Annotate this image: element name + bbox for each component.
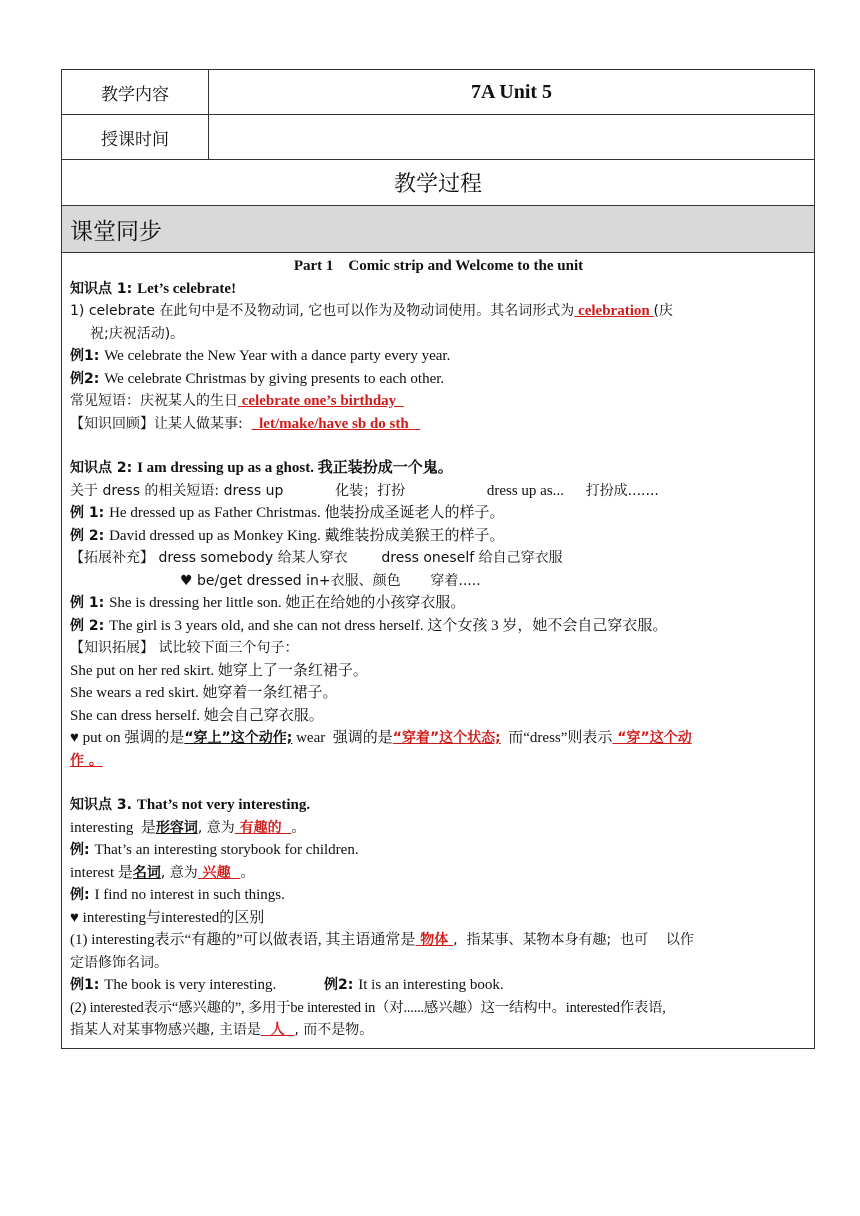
lesson-page <box>61 69 815 1049</box>
kp3-text-2: , 意为 <box>197 819 235 836</box>
phrase-label: 常见短语：庆祝某人的生日 <box>70 393 238 409</box>
note-underline: “穿上”这个动作; <box>184 730 293 746</box>
spacer <box>70 435 807 457</box>
note-text-3: 而“dress”则表示 <box>500 730 613 746</box>
kp3-example-1 <box>70 839 807 862</box>
kp1-review <box>70 413 807 436</box>
about-meaning-2: 打扮成....... <box>585 482 659 499</box>
time-label: 授课时间 <box>62 115 209 160</box>
kp2-example-4 <box>70 615 807 638</box>
kp1-line2: 祝;庆祝活动)。 <box>90 325 185 342</box>
kp3-text: interest 是 <box>70 864 133 881</box>
content-label: 教学内容 <box>62 70 209 115</box>
kp2-prefix: 知识点 2: <box>70 460 138 476</box>
kp3-point-1 <box>70 929 807 952</box>
example-text: David dressed up as Monkey King. 戴维装扮成美猴王的样子。 <box>109 527 505 544</box>
phrase-answer: celebrate one’s birthday <box>238 393 404 409</box>
example-text: The book is very interesting. <box>104 977 277 993</box>
kp2-title: I am dressing up as a ghost. 我正装扮成一个鬼。 <box>137 460 453 476</box>
example-label: 例 1: <box>70 595 110 611</box>
kp3-example-2 <box>70 884 807 907</box>
extension-text-2: dress oneself 给自己穿衣服 <box>381 550 563 566</box>
example-label: 例 2: <box>70 617 110 634</box>
kp1-text-tail: (庆 <box>653 303 673 319</box>
point-answer: 物体 <box>415 932 454 948</box>
kp2-example-1 <box>70 502 807 525</box>
time-value <box>209 115 815 160</box>
kp3-text-2: , 意为 <box>160 864 198 881</box>
point-text: (1) interesting表示“有趣的”可以做表语, 其主语通常是 <box>70 932 416 948</box>
kp1-answer: celebration <box>574 303 654 319</box>
kp3-underline: 形容词 <box>155 819 198 836</box>
kp1-example-2 <box>70 368 807 391</box>
kp1-title: Let’s celebrate! <box>137 280 237 297</box>
kp1-phrase <box>70 390 807 413</box>
sync-title: 课堂同步 <box>62 206 815 253</box>
example-text: I find no interest in such things. <box>94 887 285 903</box>
kp3-prefix: 知识点 3. <box>70 797 137 813</box>
kp2-extension-2 <box>70 570 807 593</box>
example-text: That’s an interesting storybook for children. <box>94 842 359 858</box>
about-text: 关于 dress 的相关短语: dress up <box>70 482 284 499</box>
kp2-about <box>70 480 807 503</box>
kp2-sentence-3: She can dress herself. 她会自己穿衣服。 <box>70 707 324 724</box>
note-answer-3: 作 。 <box>70 752 103 769</box>
kp3-examples <box>70 974 807 997</box>
kp2-extension <box>70 547 807 570</box>
extension-text-3: ♥ be/get dressed in+衣服、颜色 <box>180 572 401 589</box>
point-text-2: 指某人对某事物感兴趣, 主语是 <box>70 1022 261 1038</box>
spacer <box>70 772 807 794</box>
kp2-example-3 <box>70 592 807 615</box>
review-label: 【知识回顾】让某人做某事: <box>70 415 252 432</box>
extension-text: 【拓展补充】 dress somebody 给某人穿衣 <box>70 550 348 566</box>
kp3-text: interesting 是 <box>70 819 156 836</box>
kp2-example-2 <box>70 525 807 548</box>
example-text: He dressed up as Father Christmas. 他装扮成圣诞老人的样子。 <box>109 505 505 521</box>
example-label: 例: <box>70 887 95 903</box>
kp3-text-3: 。 <box>240 864 255 881</box>
kp1-text: 1) celebrate 在此句中是不及物动词, 它也可以作为及物动词使用。其名词形式为 <box>70 303 575 319</box>
kp3-diff: ♥ interesting与interested的区别 <box>70 909 265 926</box>
content-cell <box>62 253 815 1049</box>
example-label: 例2: <box>324 977 359 993</box>
kp2-heading <box>70 457 807 480</box>
point-text-3: , 而不是物。 <box>294 1022 374 1038</box>
kp2-compare: 【知识拓展】 试比较下面三个句子： <box>70 640 299 656</box>
kp2-note <box>70 727 807 750</box>
part-title: Part 1 Comic strip and Welcome to the unit <box>293 258 584 274</box>
kp1-prefix: 知识点 1: <box>70 280 138 297</box>
point-answer: 人 <box>260 1022 295 1038</box>
kp1-heading <box>70 278 807 301</box>
kp3-text-3: 。 <box>291 819 306 836</box>
kp1-example-1 <box>70 345 807 368</box>
kp3-underline: 名词 <box>132 864 161 881</box>
process-title: 教学过程 <box>62 160 815 206</box>
example-label: 例 2: <box>70 527 110 544</box>
example-text: We celebrate Christmas by giving presents to each other. <box>104 370 445 387</box>
content-value: 7A Unit 5 <box>209 70 815 115</box>
note-text: ♥ put on 强调的是 <box>70 730 185 746</box>
example-label: 例1: <box>70 977 105 993</box>
kp3-line1 <box>70 817 807 840</box>
example-label: 例2: <box>70 370 105 387</box>
kp3-title: That’s not very interesting. <box>136 797 311 813</box>
example-text: We celebrate the New Year with a dance party every year. <box>104 348 451 364</box>
kp2-sentence-2: She wears a red skirt. 她穿着一条红裙子。 <box>70 685 338 701</box>
note-text-2: wear 强调的是 <box>292 730 393 746</box>
review-answer: let/make/have sb do sth <box>251 415 420 432</box>
extension-text-4: 穿着..... <box>430 572 481 589</box>
note-answer-2: “穿”这个动 <box>612 730 692 746</box>
kp3-point-2-tail <box>70 1019 807 1042</box>
point-text: (2) interested表示“感兴趣的”, 多用于be interested in（对......感兴趣）这一结构中。interested作表语, <box>70 999 666 1016</box>
kp3-point-2 <box>70 997 807 1020</box>
example-label: 例: <box>70 842 95 858</box>
kp1-line1 <box>70 300 807 323</box>
note-answer-1: “穿着”这个状态; <box>392 730 501 746</box>
example-text: The girl is 3 years old, and she can not dress herself. 这个女孩 3 岁，她不会自己穿衣服。 <box>109 617 668 634</box>
point-text-2: , 指某事、某物本身有趣; 也可 以作 <box>453 932 694 948</box>
kp3-heading <box>70 794 807 817</box>
kp3-point-1-tail: 定语修饰名词。 <box>70 954 168 971</box>
kp3-answer: 兴趣 <box>197 864 241 881</box>
about-meaning: 化装；打扮 <box>335 482 406 499</box>
kp2-sentence-1: She put on her red skirt. 她穿上了一条红裙子。 <box>70 662 368 679</box>
kp2-note-tail <box>70 750 807 773</box>
example-text: It is an interesting book. <box>358 977 504 993</box>
example-label: 例 1: <box>70 505 110 521</box>
kp3-line2 <box>70 862 807 885</box>
example-label: 例1: <box>70 348 105 364</box>
kp3-answer: 有趣的 <box>234 819 292 836</box>
example-text: She is dressing her little son. 她正在给她的小孩穿衣服。 <box>109 595 466 611</box>
lesson-table <box>61 69 815 1049</box>
about-phrase: dress up as... <box>486 482 564 499</box>
